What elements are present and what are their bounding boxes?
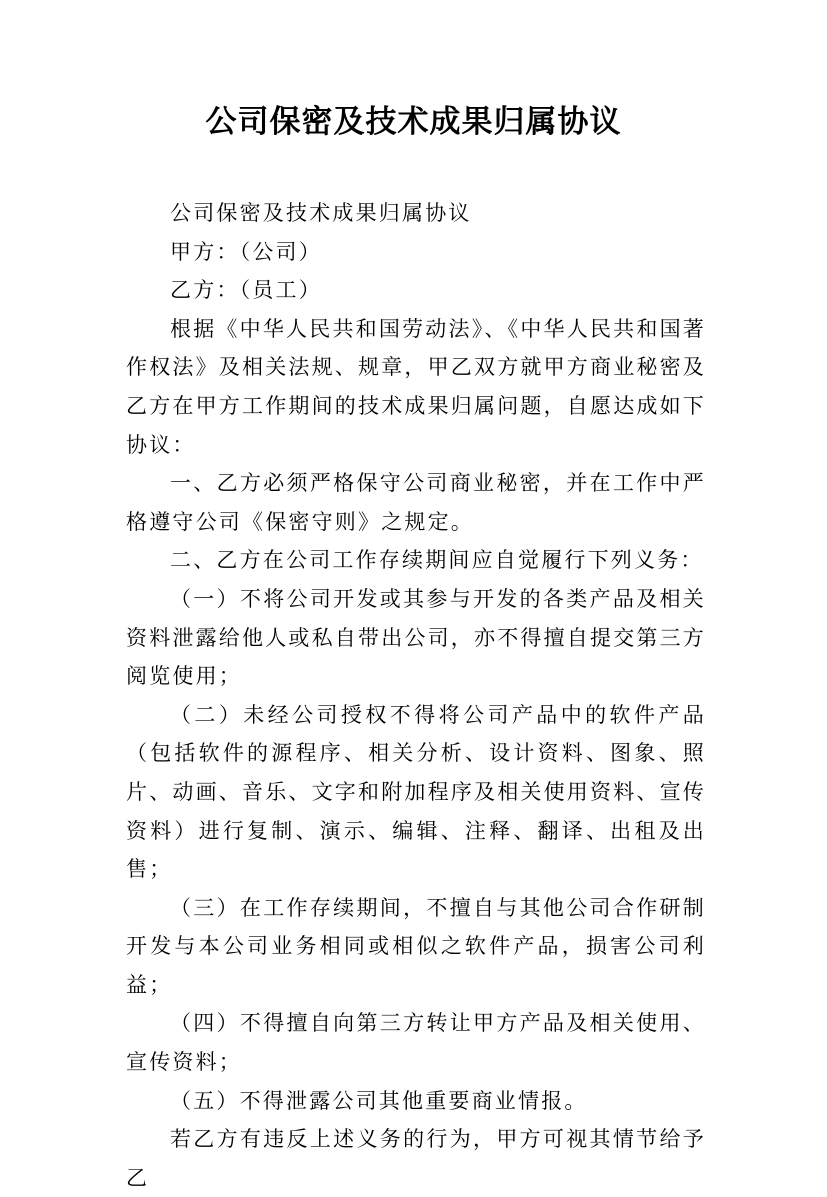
document-title: 公司保密及技术成果归属协议 [205, 104, 622, 140]
paragraph-preamble: 根据《中华人民共和国劳动法》、《中华人民共和国著作权法》及相关法规、规章，甲乙双方就甲方商业秘密及乙方在甲方工作期间的技术成果归属问题，自愿达成如下协议： [126, 316, 706, 457]
document-body [126, 194, 706, 1197]
paragraph-clause-1: 一、乙方必须严格保守公司商业秘密，并在工作中严格遵守公司《保密守则》之规定。 [126, 471, 706, 534]
paragraph-clause-2: 二、乙方在公司工作存续期间应自觉履行下列义务： [170, 548, 704, 573]
paragraph-heading: 公司保密及技术成果归属协议 [170, 201, 472, 225]
paragraph-penalty: 若乙方有违反上述义务的行为，甲方可视其情节给予乙 [126, 1127, 706, 1190]
paragraph-party-a: 甲方：（公司） [170, 239, 322, 264]
paragraph-item-1: （一）不将公司开发或其参与开发的各类产品及相关资料泄露给他人或私自带出公司，亦不得擅自提交第三方阅览使用； [126, 586, 706, 689]
paragraph-party-b: 乙方：（员工） [170, 278, 322, 303]
paragraph-item-5: （五）不得泄露公司其他重要商业情报。 [170, 1088, 588, 1113]
paragraph-item-2: （二）未经公司授权不得将公司产品中的软件产品（包括软件的源程序、相关分析、设计资料、图象、照片、动画、音乐、文字和附加程序及相关使用资料、宣传资料）进行复制、演示、编辑、注释、翻译、出租及出售； [126, 702, 706, 882]
paragraph-item-4: （四）不得擅自向第三方转让甲方产品及相关使用、宣传资料； [126, 1011, 706, 1075]
paragraph-item-3: （三）在工作存续期间，不擅自与其他公司合作研制开发与本公司业务相同或相似之软件产品，损害公司利益； [126, 895, 706, 997]
